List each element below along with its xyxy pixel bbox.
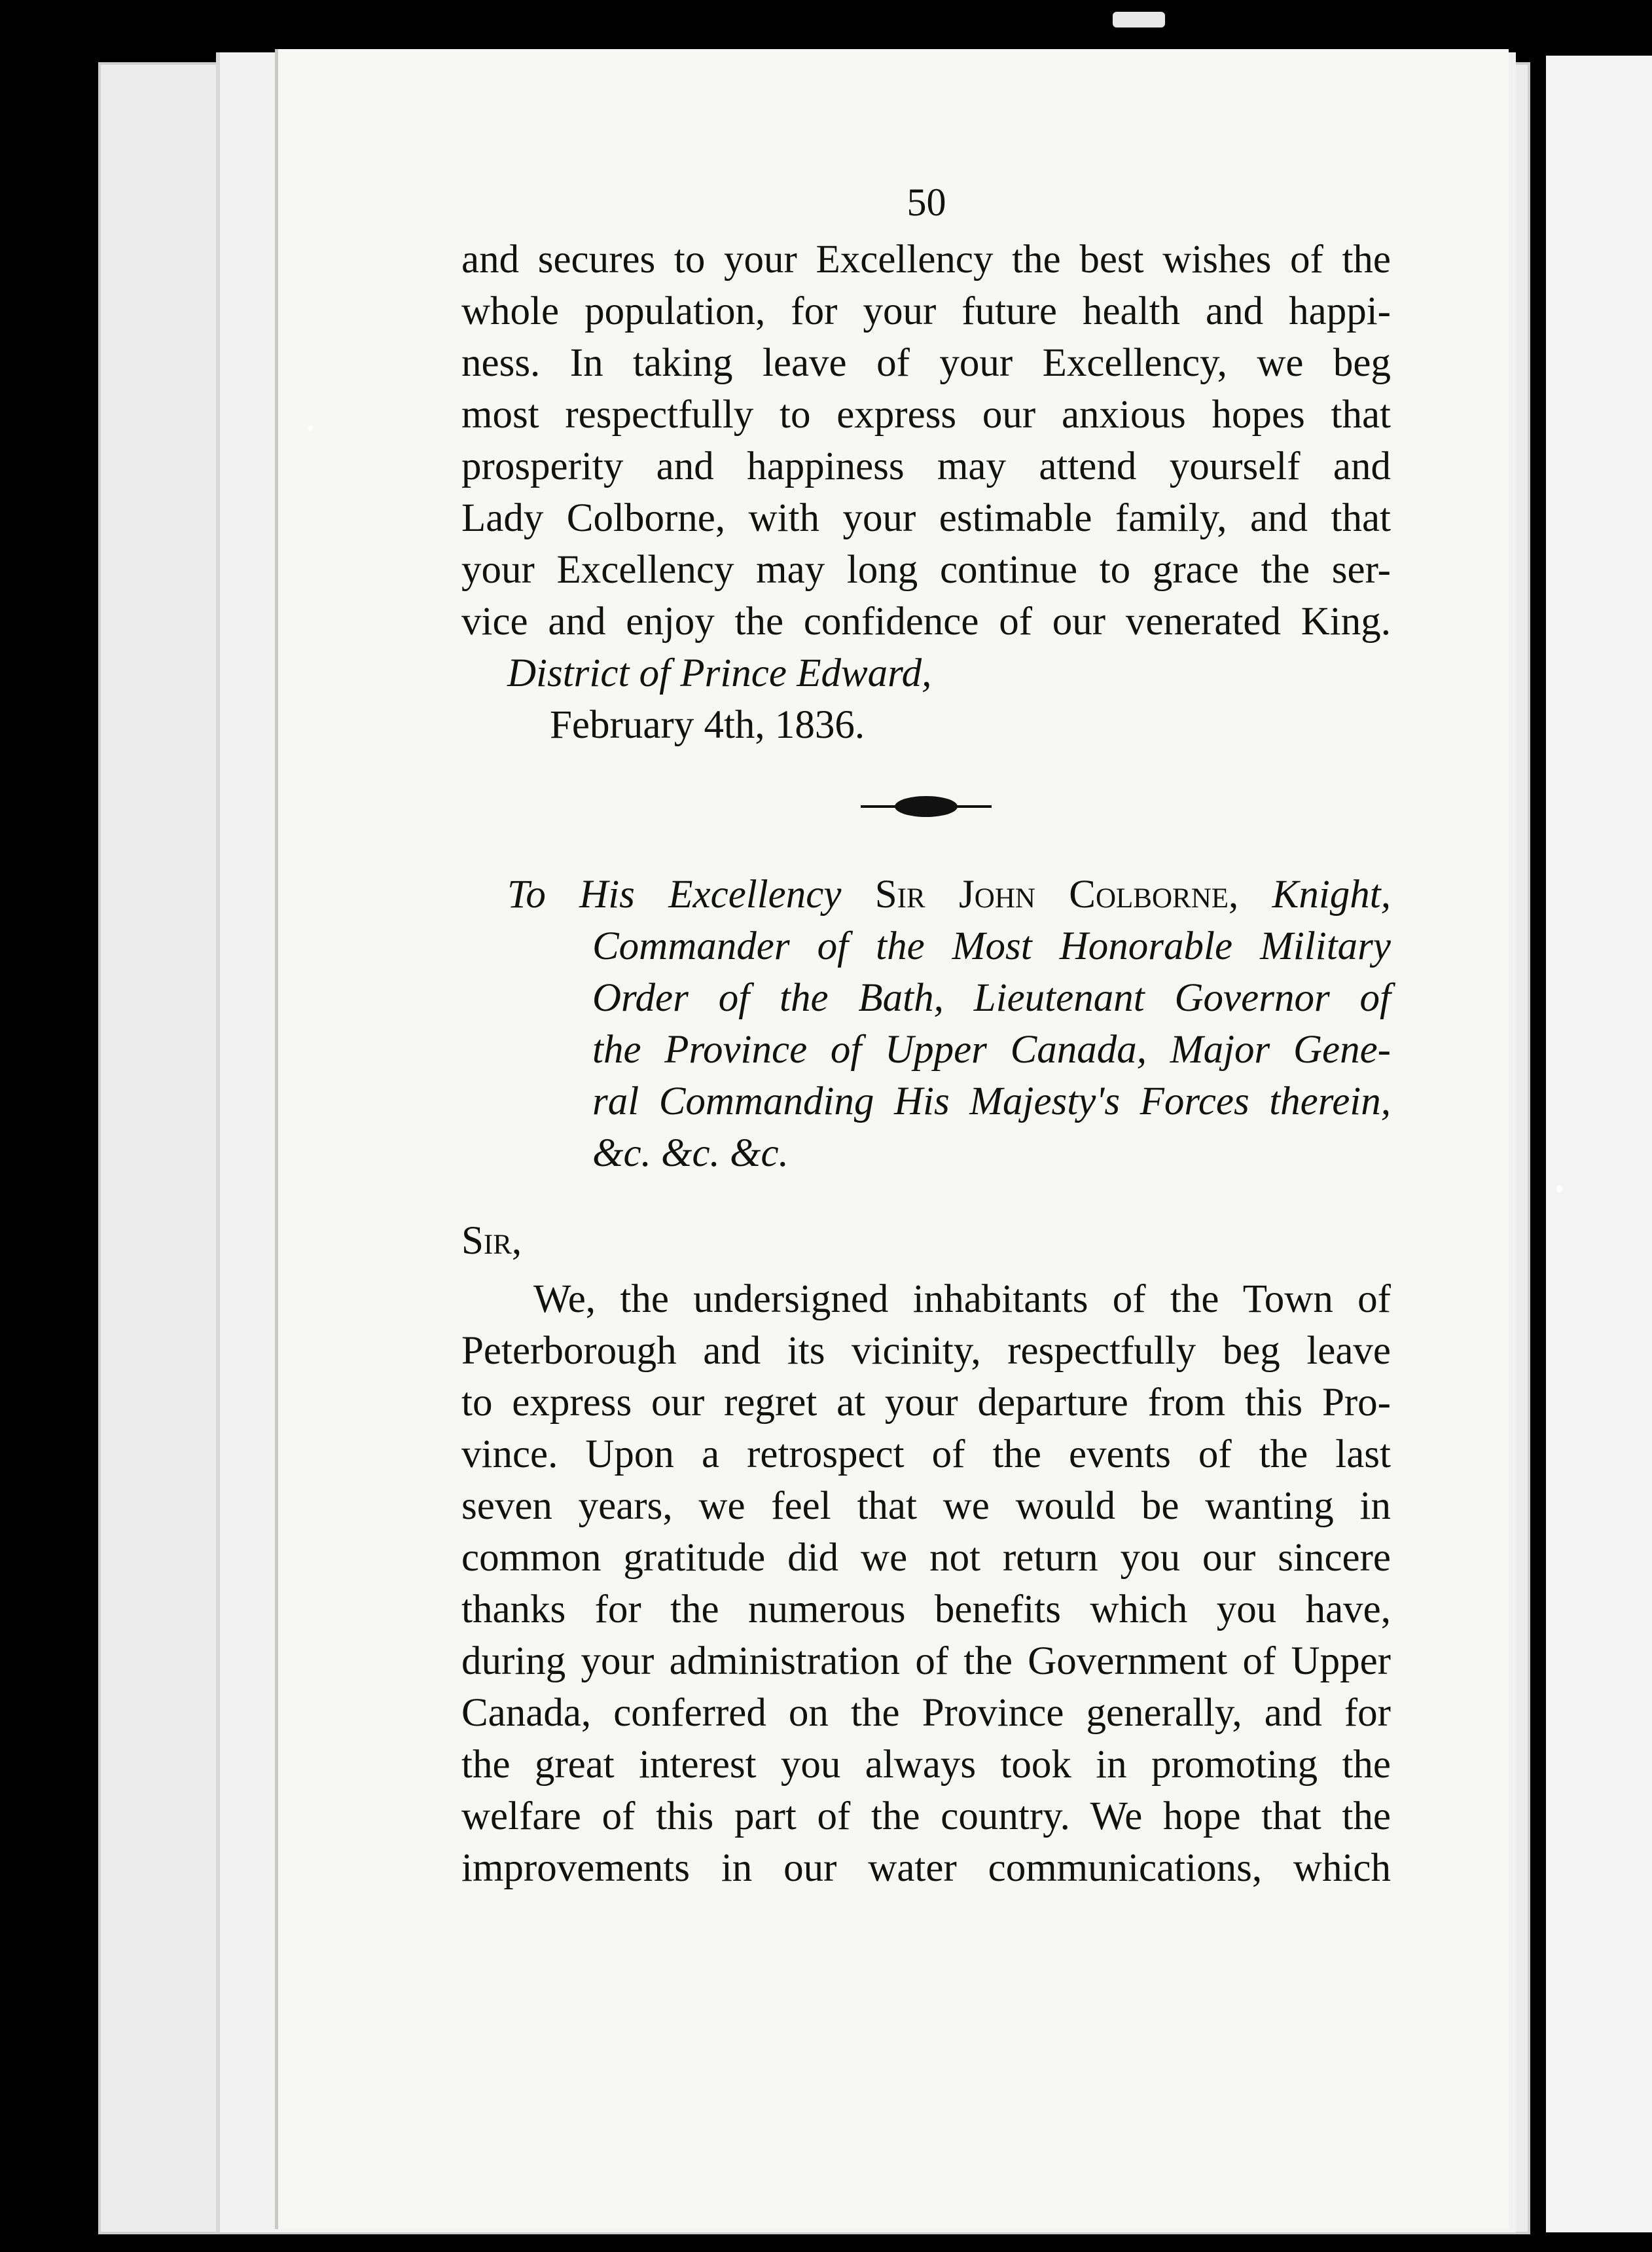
paragraph-1 [461,234,1391,647]
address-line: &c. &c. &c. [592,1131,789,1175]
text-line: whole population, for your future health and happi- [461,289,1391,333]
salutation: Sir, [461,1219,522,1263]
address-line: Order of the Bath, Lieutenant Governor of [592,976,1391,1020]
address-line: ral Commanding His Majesty's Forces therein, [592,1080,1391,1123]
text-line: common gratitude did we not return you our sincere [461,1536,1391,1580]
facing-page-edge [1546,56,1652,2232]
page-number: 50 [907,181,946,224]
text-line: and secures to your Excellency the best wishes of the [461,238,1391,282]
text-line: during your administration of the Government of Upper [461,1639,1391,1683]
text-line: thanks for the numerous benefits which you have, [461,1588,1391,1631]
text-line: the great interest you always took in promoting the [461,1743,1391,1787]
address-name: Sir John Colborne, [874,873,1239,917]
address-line-1 [461,869,1391,920]
text-line: vince. Upon a retrospect of the events of the last [461,1432,1391,1476]
address-line: Commander of the Most Honorable Military [592,924,1391,968]
text-line: welfare of this part of the country. We hope that the [461,1794,1391,1838]
address-prefix: To His Excellency [507,873,875,917]
clip-mark [1113,12,1165,27]
address-line: the Province of Upper Canada, Major Gene- [592,1028,1391,1072]
text-line: prosperity and happiness may attend yourself and [461,445,1391,488]
text-line: most respectfully to express our anxious hopes that [461,393,1391,437]
text-line: to express our regret at your departure from this Pro- [461,1381,1391,1425]
speck [1556,1185,1562,1193]
document-text [461,177,1391,1894]
address-title: Knight, [1238,873,1391,917]
speck [308,426,313,431]
text-line: ness. In taking leave of your Excellency, we beg [461,341,1391,385]
text-line: Lady Colborne, with your estimable family, and that [461,496,1391,540]
text-line: vice and enjoy the confidence of our venerated King. [461,600,1391,644]
text-line: Canada, conferred on the Province generally, and for [461,1691,1391,1735]
signature-place: District of Prince Edward, [507,651,932,695]
text-line: Peterborough and its vicinity, respectfully beg leave [461,1329,1391,1373]
text-line: seven years, we feel that we would be wanting in [461,1484,1391,1528]
signature-date: February 4th, 1836. [550,703,865,747]
text-line: your Excellency may long continue to grace the ser- [461,548,1391,592]
ornament-divider [861,790,992,823]
text-line: We, the undersigned inhabitants of the Town of [533,1277,1391,1321]
paragraph-2 [461,1273,1391,1894]
text-line: improvements in our water communications, which [461,1846,1391,1890]
